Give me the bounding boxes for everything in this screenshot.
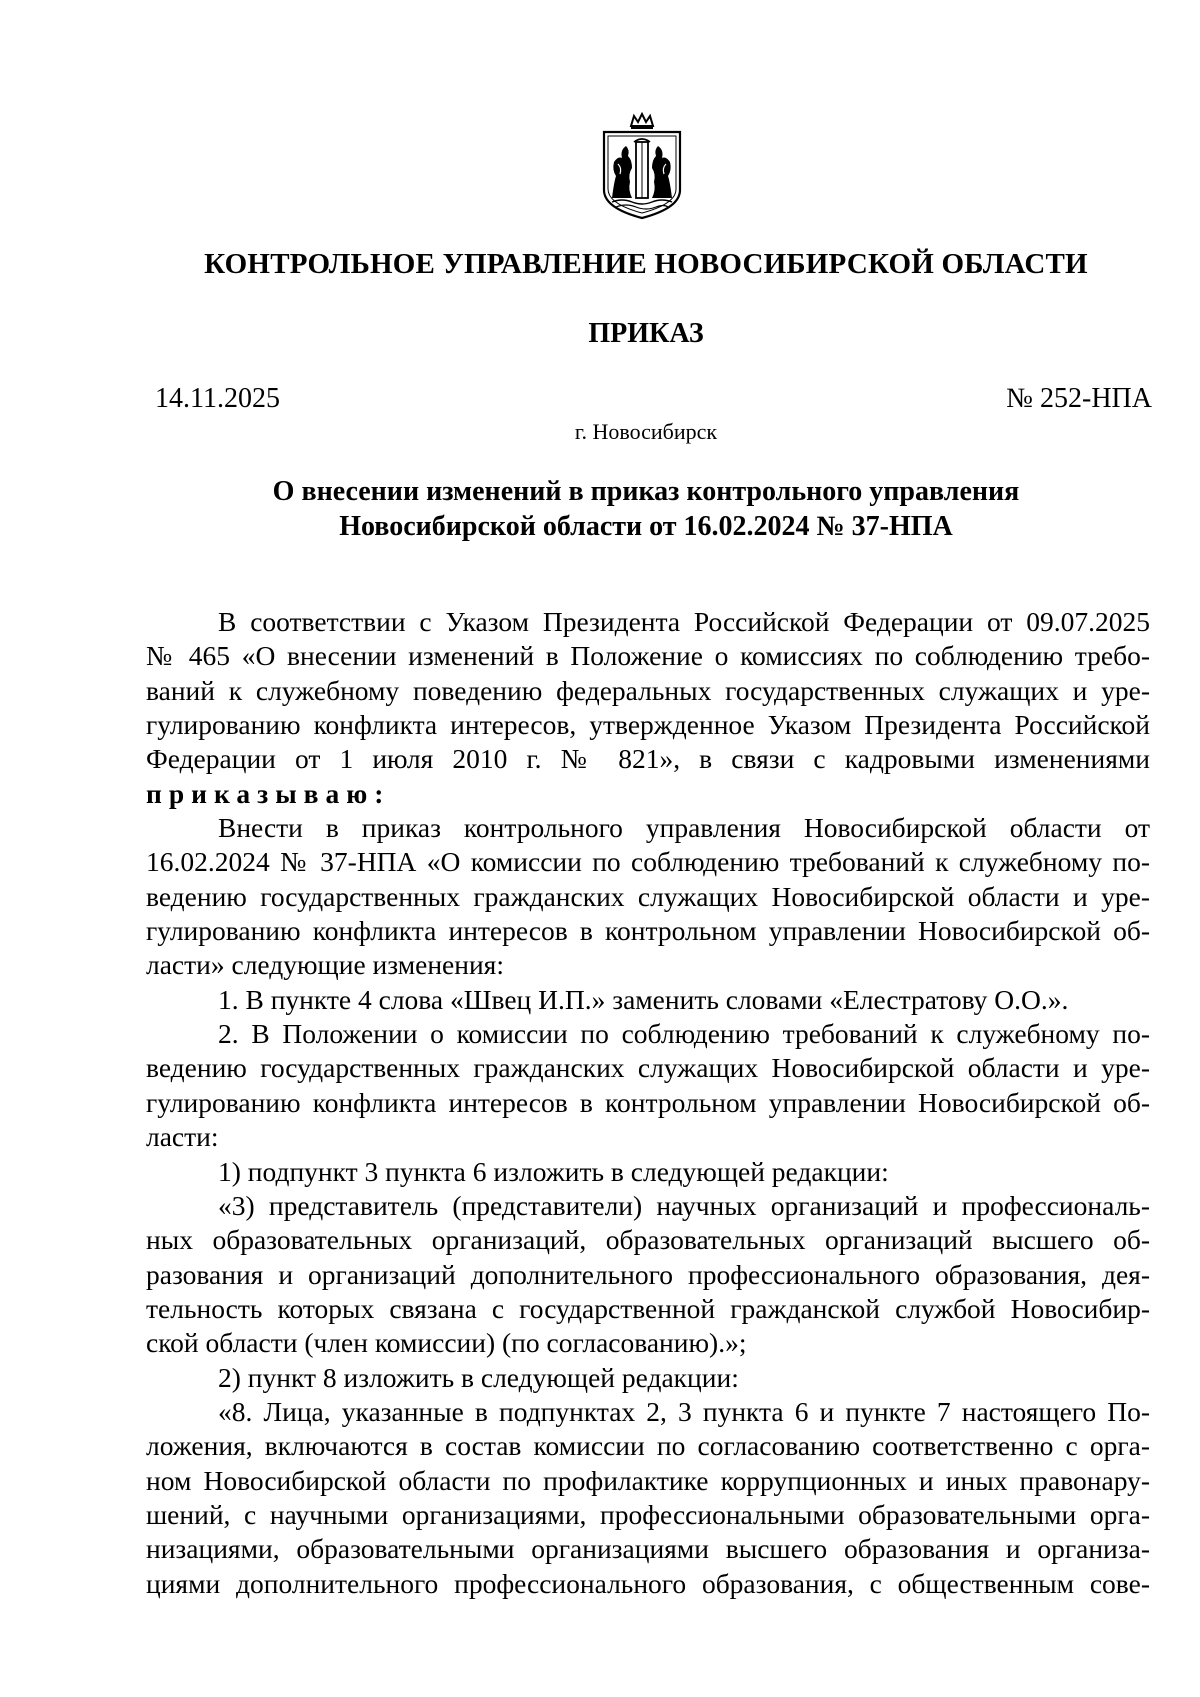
body-line: 2) пункт 8 изложить в следующей редакции: bbox=[218, 1361, 739, 1393]
body-line: разования и организаций дополнительного профессионального образования, дея- bbox=[146, 1258, 1150, 1290]
coat-of-arms-icon bbox=[598, 112, 686, 222]
body-line: ных образовательных организаций, образовательных организаций высшего об- bbox=[146, 1224, 1150, 1256]
body-line: низациями, образовательными организациями высшего образования и организа- bbox=[146, 1533, 1150, 1565]
body-line: тельность которых связана с государственной гражданской службой Новосибир- bbox=[146, 1292, 1150, 1324]
subject-line: О внесении изменений в приказ контрольного управления bbox=[272, 476, 1020, 507]
body-line: 16.02.2024 № 37-НПА «О комиссии по соблюдению требований к служебному по- bbox=[146, 846, 1150, 878]
document-body bbox=[146, 605, 1150, 1601]
document-type: ПРИКАЗ bbox=[588, 318, 704, 349]
body-line: ном Новосибирской области по профилактике коррупционных и иных правонару- bbox=[146, 1464, 1150, 1496]
body-line: ласти: bbox=[146, 1121, 219, 1153]
body-line: «8. Лица, указанные в подпунктах 2, 3 пункта 6 и пункте 7 настоящего По- bbox=[218, 1395, 1150, 1427]
body-line: Внести в приказ контрольного управления Новосибирской области от bbox=[218, 812, 1150, 844]
document-subject bbox=[200, 474, 1092, 544]
body-line: циями дополнительного профессионального образования, с общественным сове- bbox=[146, 1567, 1150, 1599]
body-line: «3) представитель (представители) научных организаций и профессиональ- bbox=[218, 1189, 1150, 1221]
body-line: гулированию конфликта интересов, утвержденное Указом Президента Российской bbox=[146, 709, 1150, 741]
body-line: 1. В пункте 4 слова «Швец И.П.» заменить словами «Елестратову О.О.». bbox=[218, 983, 1069, 1015]
body-line: ской области (член комиссии) (по согласованию).»; bbox=[146, 1327, 747, 1359]
body-line: ласти» следующие изменения: bbox=[146, 949, 504, 981]
body-line-order-word: приказываю: bbox=[146, 777, 391, 809]
body-line: В соответствии с Указом Президента Российской Федерации от 09.07.2025 bbox=[218, 606, 1150, 637]
body-line: гулированию конфликта интересов в контрольном управлении Новосибирской об- bbox=[146, 915, 1150, 947]
body-line: 1) подпункт 3 пункта 6 изложить в следующей редакции: bbox=[218, 1155, 889, 1187]
body-line: № 465 «О внесении изменений в Положение о комиссиях по соблюдению требо- bbox=[146, 640, 1150, 672]
document-number: № 252-НПА bbox=[1006, 383, 1152, 414]
body-line: шений, с научными организациями, профессиональными образовательными орга- bbox=[146, 1498, 1150, 1530]
body-line: ведению государственных гражданских служащих Новосибирской области и уре- bbox=[146, 1052, 1150, 1084]
body-line: 2. В Положении о комиссии по соблюдению требований к служебному по- bbox=[218, 1018, 1150, 1050]
body-line: Федерации от 1 июля 2010 г. № 821», в связи с кадровыми изменениями bbox=[146, 743, 1150, 775]
organization-title: КОНТРОЛЬНОЕ УПРАВЛЕНИЕ НОВОСИБИРСКОЙ ОБЛАСТИ bbox=[204, 248, 1088, 280]
body-line: ложения, включаются в состав комиссии по согласованию соответственно с орга- bbox=[146, 1430, 1150, 1462]
subject-line: Новосибирской области от 16.02.2024 № 37-НПА bbox=[339, 511, 953, 542]
document-city: г. Новосибирск bbox=[574, 419, 718, 444]
body-line: гулированию конфликта интересов в контрольном управлении Новосибирской об- bbox=[146, 1086, 1150, 1118]
document-date: 14.11.2025 bbox=[155, 383, 280, 414]
body-line: ведению государственных гражданских служащих Новосибирской области и уре- bbox=[146, 880, 1150, 912]
body-line: ваний к служебному поведению федеральных государственных служащих и уре- bbox=[146, 674, 1150, 706]
